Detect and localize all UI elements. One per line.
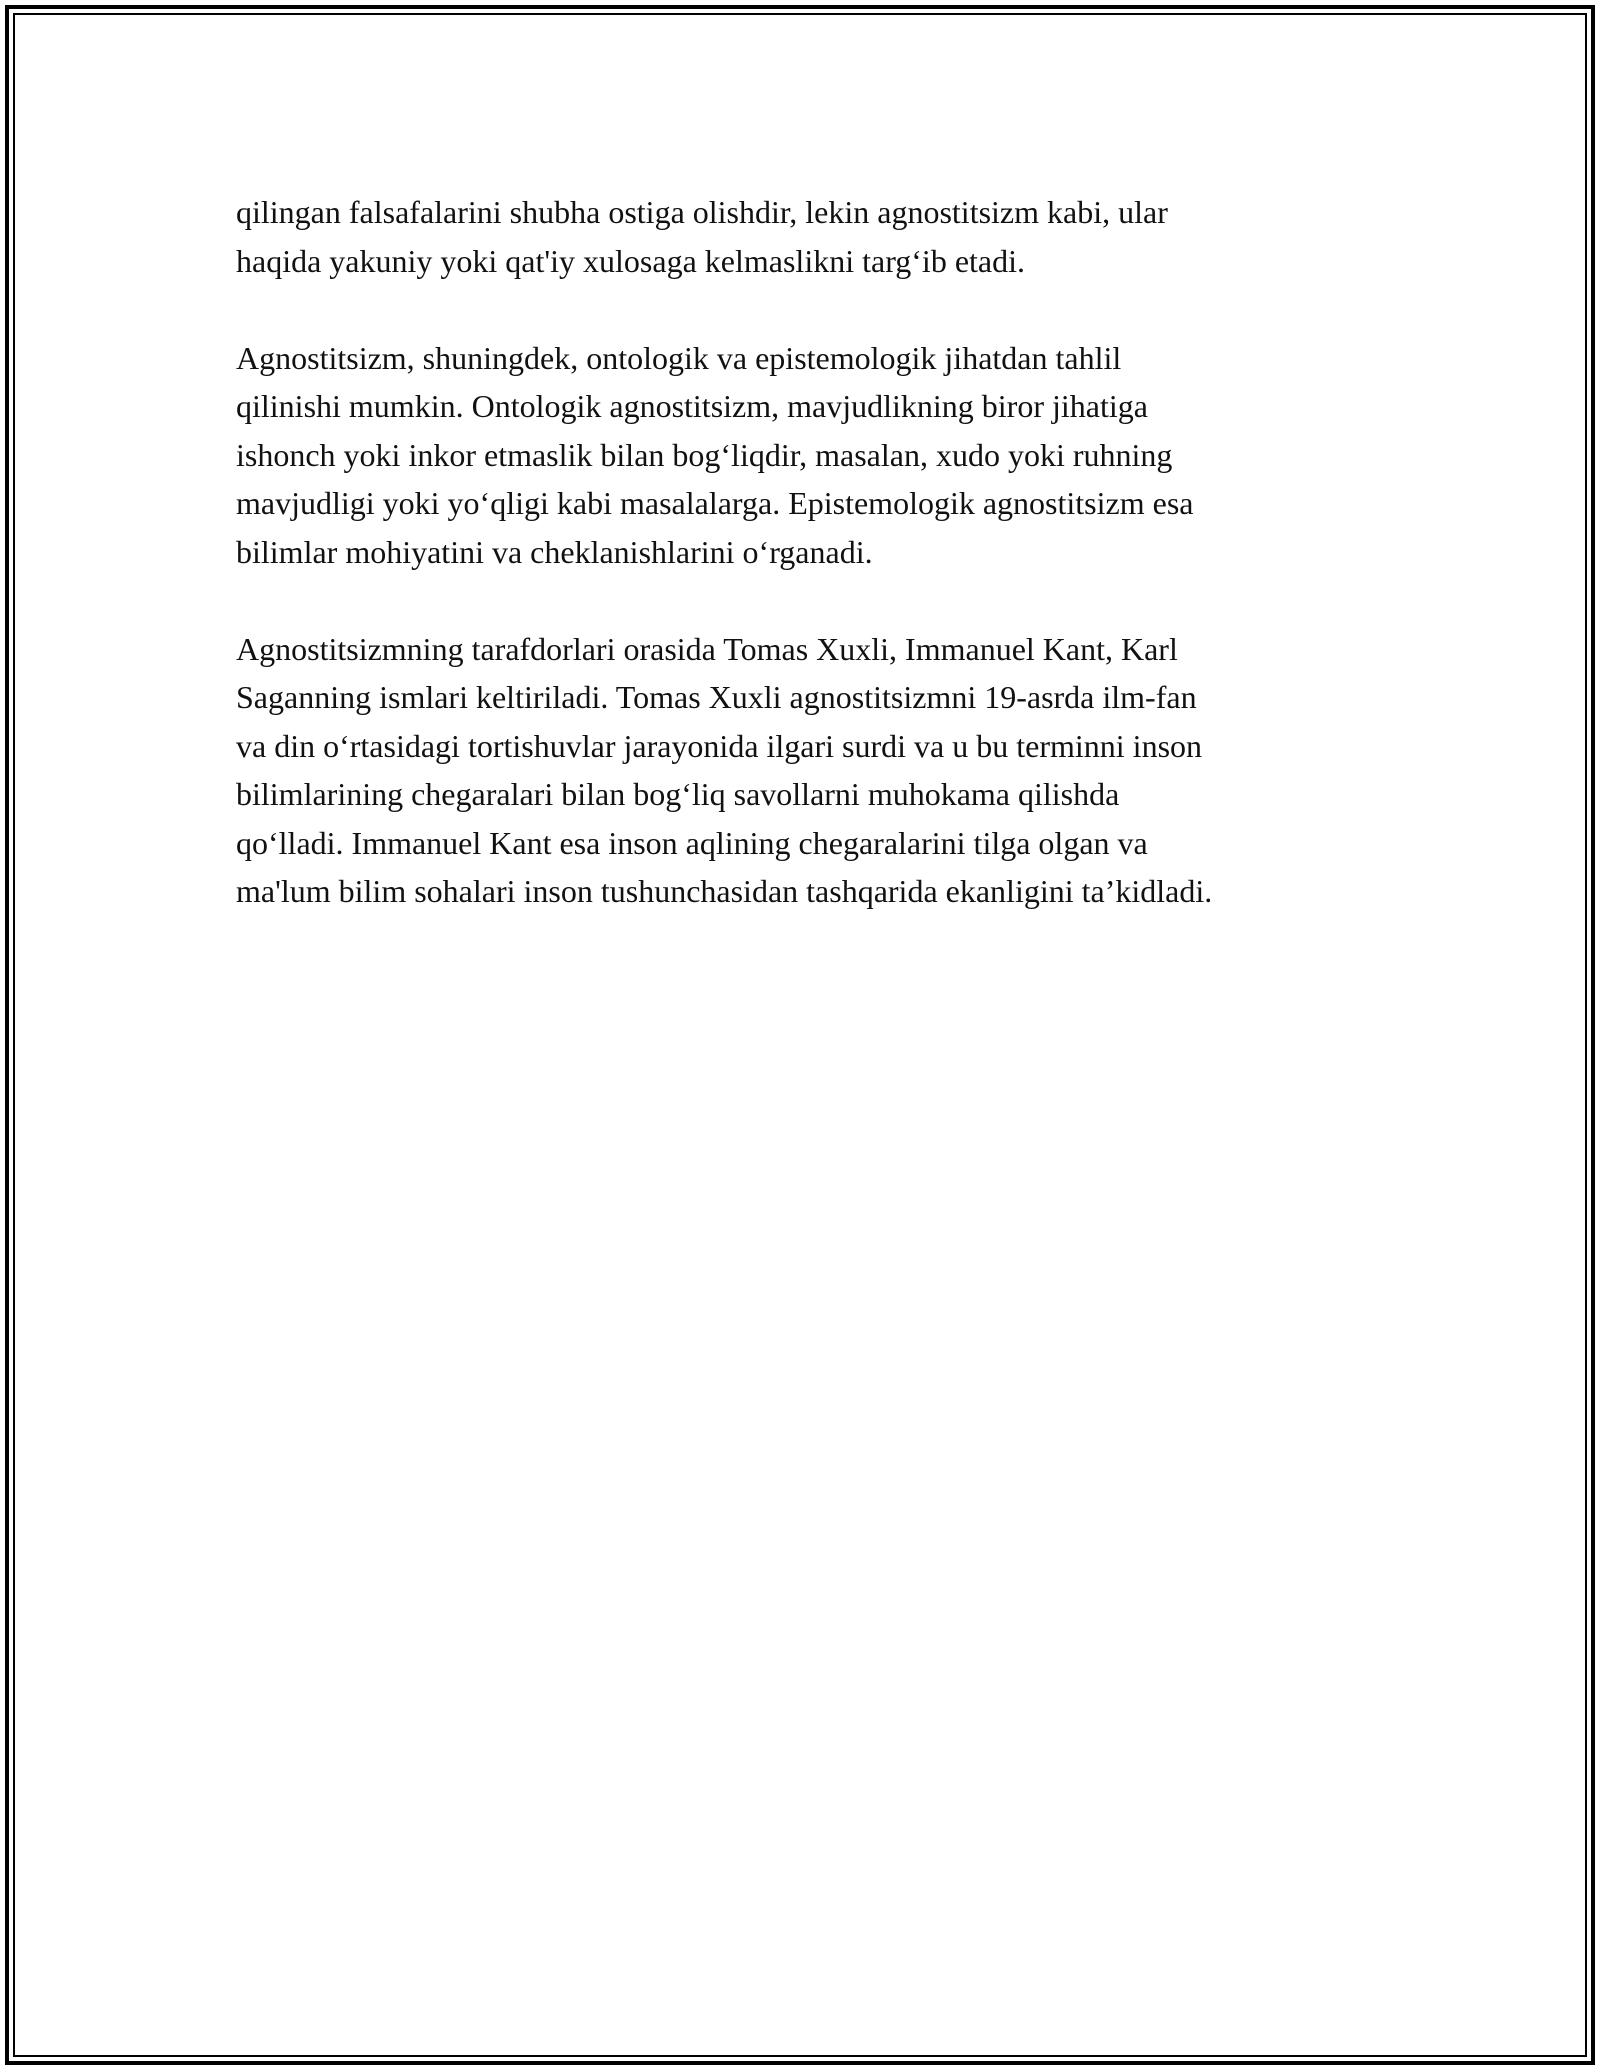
text-line: ishonch yoki inkor etmaslik bilan bog‘liqdir, masalan, xudo yoki ruhning	[236, 436, 1173, 473]
paragraph-1	[236, 188, 1386, 285]
text-line: qilinishi mumkin. Ontologik agnostitsizm, mavjudlikning biror jihatiga	[236, 388, 1148, 424]
paragraph-3	[236, 625, 1386, 916]
text-line: ma'lum bilim sohalari inson tushunchasidan tashqarida ekanligini ta’kidladi.	[236, 873, 1213, 909]
text-line: Agnostitsizmning tarafdorlari orasida Tomas Xuxli, Immanuel Kant, Karl	[236, 630, 1178, 667]
text-line: bilimlarining chegaralari bilan bog‘liq savollarni muhokama qilishda	[236, 776, 1120, 812]
text-line: bilimlar mohiyatini va cheklanishlarini o‘rganadi.	[236, 533, 873, 570]
text-line: mavjudligi yoki yo‘qligi kabi masalalarga. Epistemologik agnostitsizm esa	[236, 485, 1194, 521]
text-line: Saganning ismlari keltiriladi. Tomas Xuxli agnostitsizmni 19-asrda ilm-fan	[236, 679, 1197, 715]
text-line: qilingan falsafalarini shubha ostiga olishdir, lekin agnostitsizm kabi, ular	[236, 194, 1168, 230]
document-body	[236, 188, 1386, 916]
text-line: va din o‘rtasidagi tortishuvlar jarayonida ilgari surdi va u bu terminni inson	[236, 727, 1203, 764]
paragraph-2	[236, 334, 1386, 577]
text-line: Agnostitsizm, shuningdek, ontologik va epistemologik jihatdan tahlil	[236, 339, 1122, 376]
text-line: qo‘lladi. Immanuel Kant esa inson aqlining chegaralarini tilga olgan va	[236, 824, 1148, 861]
text-line: haqida yakuniy yoki qat'iy xulosaga kelmaslikni targ‘ib etadi.	[236, 242, 1025, 279]
